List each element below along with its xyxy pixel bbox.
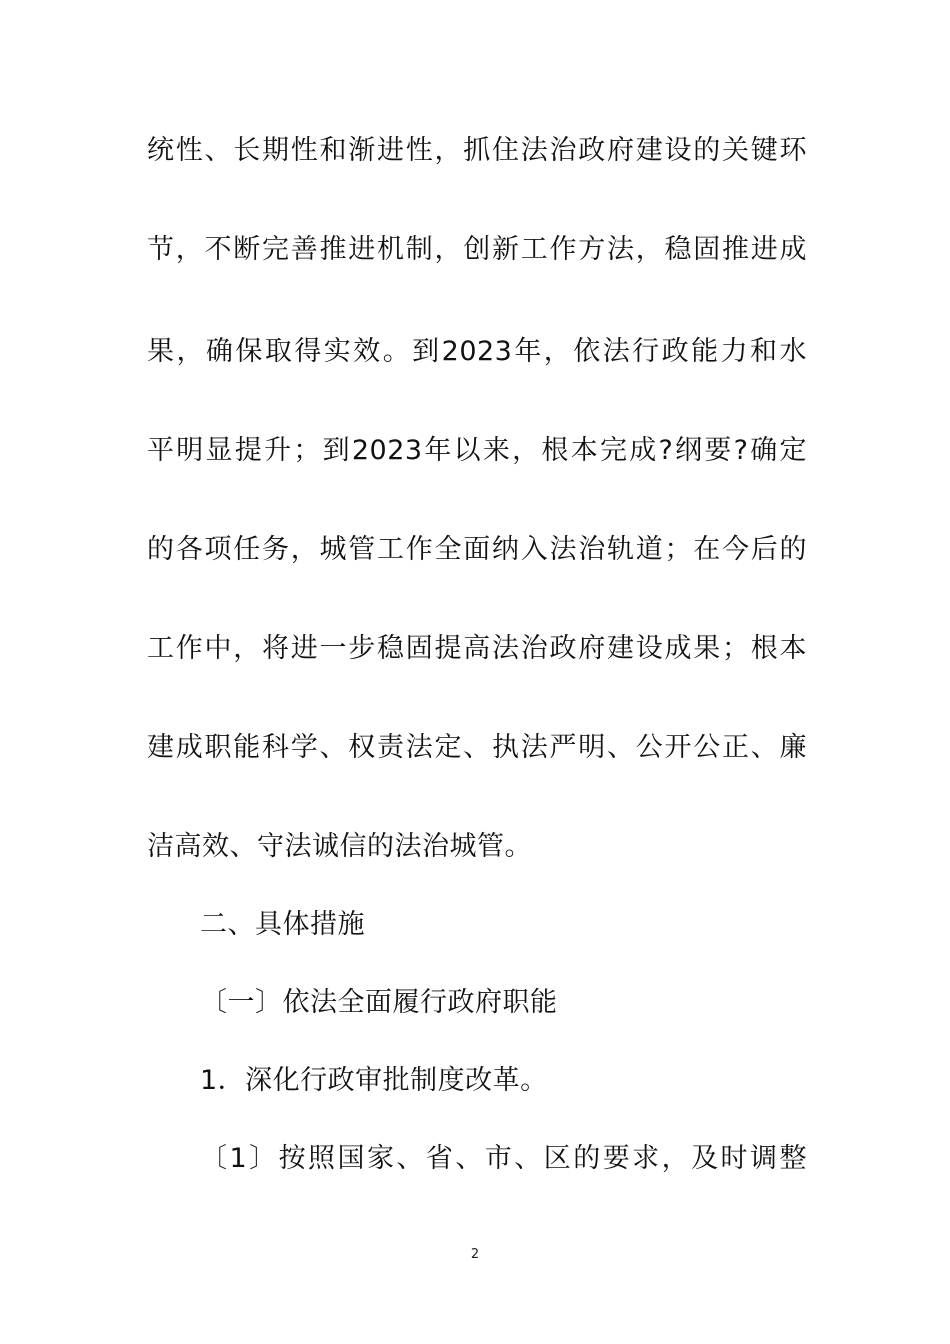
item-heading: 1．深化行政审批制度改革。 <box>200 1065 548 1096</box>
body-line-4: 平明显提升；到2023年以来，根本完成?纲要?确定 <box>147 435 807 466</box>
body-line-1: 统性、长期性和渐进性，抓住法治政府建设的关键环 <box>147 135 807 166</box>
body-line-6: 工作中，将进一步稳固提高法治政府建设成果；根本 <box>147 633 807 664</box>
body-line-5: 的各项任务，城管工作全面纳入法治轨道；在今后的 <box>147 534 807 565</box>
page-number: 2 <box>470 1247 480 1262</box>
section-heading: 二、具体措施 <box>200 909 365 940</box>
item-detail-line: 〔1〕按照国家、省、市、区的要求，及时调整 <box>200 1143 807 1174</box>
body-line-3: 果，确保取得实效。到2023年，依法行政能力和水 <box>147 336 807 367</box>
subsection-heading: 〔一〕依法全面履行政府职能 <box>200 987 558 1018</box>
body-line-8: 洁高效、守法诚信的法治城管。 <box>147 831 532 862</box>
body-line-7: 建成职能科学、权责法定、执法严明、公开公正、廉 <box>147 732 807 763</box>
body-line-2: 节，不断完善推进机制，创新工作方法，稳固推进成 <box>147 234 807 265</box>
